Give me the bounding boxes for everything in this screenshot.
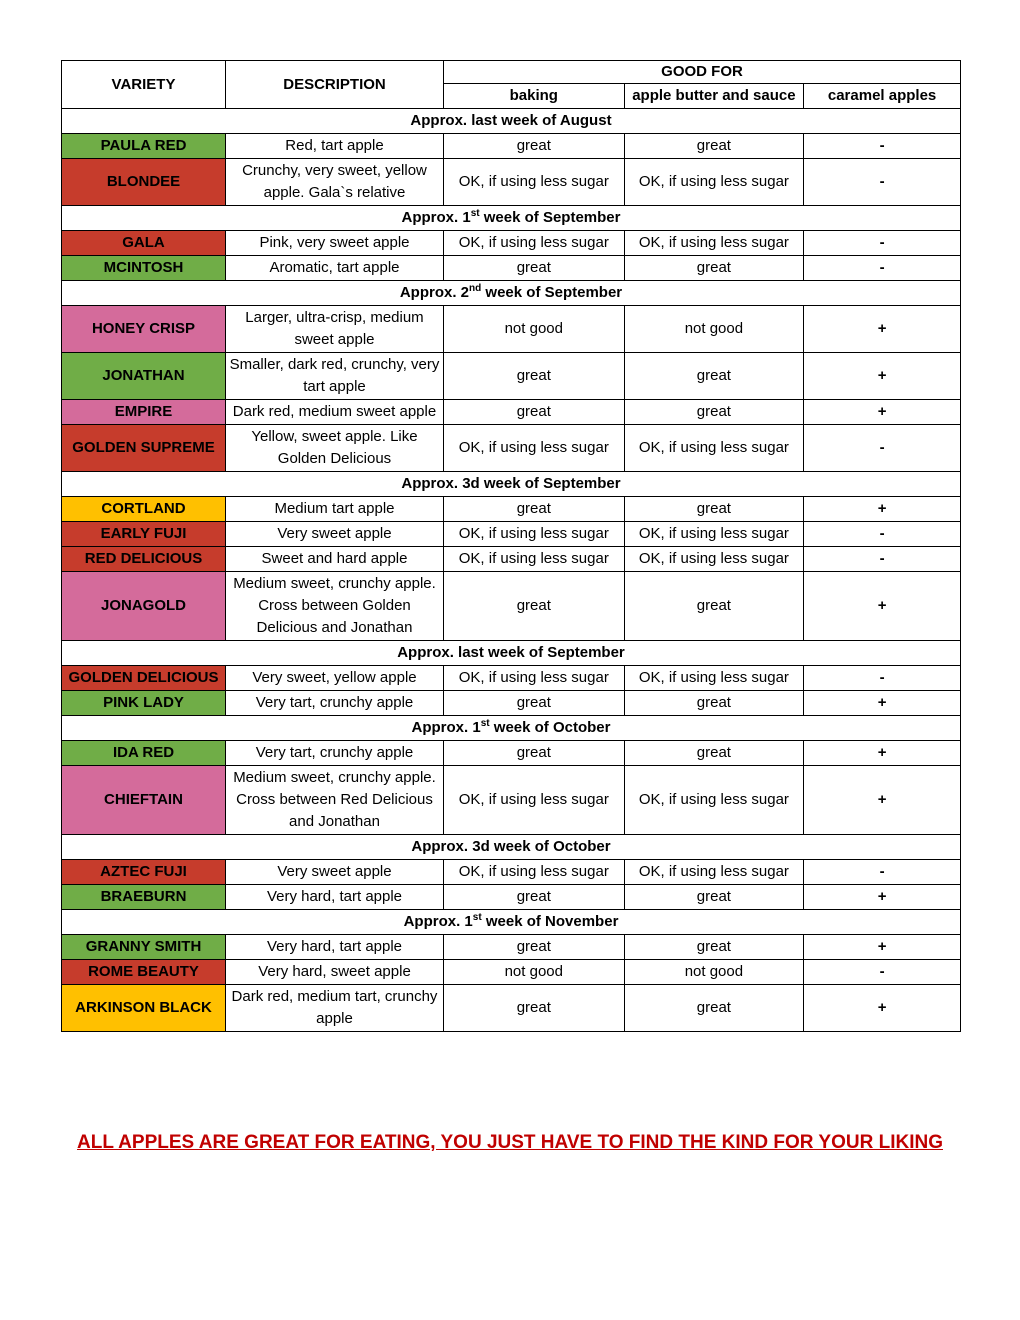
description-cell: Crunchy, very sweet, yellow apple. Gala`s relative	[226, 159, 444, 206]
table-row	[62, 985, 961, 1032]
caramel-cell: +	[804, 497, 961, 522]
baking-cell: not good	[443, 960, 624, 985]
description-header: DESCRIPTION	[226, 61, 444, 109]
variety-cell: ARKINSON BLACK	[62, 985, 226, 1032]
baking-cell: great	[443, 985, 624, 1032]
baking-cell: great	[443, 353, 624, 400]
period-row	[62, 281, 961, 306]
period-text: Approx. 2	[399, 284, 470, 301]
table-row	[62, 766, 961, 835]
caramel-cell: -	[804, 134, 961, 159]
description-cell: Larger, ultra-crisp, medium sweet apple	[226, 306, 444, 353]
caramel-cell: +	[804, 353, 961, 400]
table-row	[62, 960, 961, 985]
caramel-cell: +	[804, 400, 961, 425]
table-row	[62, 522, 961, 547]
table-row	[62, 134, 961, 159]
variety-cell: AZTEC FUJI	[62, 860, 226, 885]
table-header	[62, 61, 961, 109]
description-cell: Yellow, sweet apple. Like Golden Delicious	[226, 425, 444, 472]
apple-butter-header: apple butter and sauce	[624, 84, 804, 109]
description-cell: Aromatic, tart apple	[226, 256, 444, 281]
table-row	[62, 572, 961, 641]
description-cell: Very sweet apple	[226, 522, 444, 547]
period-row	[62, 910, 961, 935]
period-text: week of September	[481, 284, 623, 301]
apple-butter-cell: OK, if using less sugar	[624, 860, 804, 885]
variety-cell: BLONDEE	[62, 159, 226, 206]
variety-cell: EMPIRE	[62, 400, 226, 425]
apple-butter-cell: great	[624, 256, 804, 281]
table-row	[62, 159, 961, 206]
period-label	[62, 281, 961, 306]
period-label	[62, 835, 961, 860]
apple-butter-cell: great	[624, 885, 804, 910]
variety-cell: GRANNY SMITH	[62, 935, 226, 960]
period-text: Approx. 1	[403, 913, 473, 930]
apple-butter-cell: great	[624, 985, 804, 1032]
variety-cell: CORTLAND	[62, 497, 226, 522]
baking-cell: OK, if using less sugar	[443, 159, 624, 206]
baking-cell: great	[443, 741, 624, 766]
caramel-cell: +	[804, 935, 961, 960]
table-row	[62, 860, 961, 885]
caramel-cell: +	[804, 306, 961, 353]
description-cell: Medium tart apple	[226, 497, 444, 522]
variety-header: VARIETY	[62, 61, 226, 109]
baking-cell: OK, if using less sugar	[443, 425, 624, 472]
period-row	[62, 716, 961, 741]
baking-cell: great	[443, 497, 624, 522]
table-row	[62, 497, 961, 522]
period-label	[62, 910, 961, 935]
description-cell: Red, tart apple	[226, 134, 444, 159]
description-cell: Medium sweet, crunchy apple. Cross between Red Delicious and Jonathan	[226, 766, 444, 835]
apple-butter-cell: OK, if using less sugar	[624, 766, 804, 835]
period-row	[62, 206, 961, 231]
period-text: week of September	[479, 209, 621, 226]
period-row	[62, 835, 961, 860]
period-row	[62, 641, 961, 666]
apple-butter-cell: OK, if using less sugar	[624, 231, 804, 256]
description-cell: Very sweet, yellow apple	[226, 666, 444, 691]
period-text: Approx. 3d week of September	[401, 475, 621, 492]
footer-note: ALL APPLES ARE GREAT FOR EATING, YOU JUST HAVE TO FIND THE KIND FOR YOUR LIKING	[77, 1132, 943, 1153]
table-body	[62, 109, 961, 1032]
caramel-cell: -	[804, 522, 961, 547]
table-row	[62, 666, 961, 691]
variety-cell: ROME BEAUTY	[62, 960, 226, 985]
apple-varieties-document	[61, 60, 961, 1032]
caramel-header: caramel apples	[804, 84, 961, 109]
period-text: week of November	[481, 913, 619, 930]
table-row	[62, 547, 961, 572]
apple-butter-cell: not good	[624, 306, 804, 353]
caramel-cell: -	[804, 159, 961, 206]
baking-cell: great	[443, 256, 624, 281]
caramel-cell: -	[804, 666, 961, 691]
table-row	[62, 935, 961, 960]
table-row	[62, 256, 961, 281]
period-ordinal: st	[472, 912, 482, 923]
variety-cell: GALA	[62, 231, 226, 256]
period-label	[62, 716, 961, 741]
apple-butter-cell: great	[624, 935, 804, 960]
baking-cell: great	[443, 935, 624, 960]
caramel-cell: +	[804, 985, 961, 1032]
description-cell: Very tart, crunchy apple	[226, 691, 444, 716]
baking-cell: OK, if using less sugar	[443, 766, 624, 835]
baking-cell: great	[443, 691, 624, 716]
table-row	[62, 425, 961, 472]
variety-cell: MCINTOSH	[62, 256, 226, 281]
variety-cell: PAULA RED	[62, 134, 226, 159]
description-cell: Very tart, crunchy apple	[226, 741, 444, 766]
variety-cell: BRAEBURN	[62, 885, 226, 910]
caramel-cell: +	[804, 766, 961, 835]
baking-header: baking	[443, 84, 624, 109]
apple-butter-cell: great	[624, 691, 804, 716]
table-row	[62, 400, 961, 425]
baking-cell: great	[443, 400, 624, 425]
baking-cell: OK, if using less sugar	[443, 547, 624, 572]
apple-butter-cell: great	[624, 741, 804, 766]
apple-butter-cell: OK, if using less sugar	[624, 522, 804, 547]
apple-butter-cell: great	[624, 572, 804, 641]
apple-butter-cell: OK, if using less sugar	[624, 547, 804, 572]
baking-cell: great	[443, 572, 624, 641]
table-row	[62, 691, 961, 716]
variety-cell: EARLY FUJI	[62, 522, 226, 547]
baking-cell: great	[443, 885, 624, 910]
caramel-cell: -	[804, 425, 961, 472]
caramel-cell: +	[804, 741, 961, 766]
baking-cell: OK, if using less sugar	[443, 522, 624, 547]
table-row	[62, 231, 961, 256]
description-cell: Very hard, tart apple	[226, 885, 444, 910]
variety-cell: IDA RED	[62, 741, 226, 766]
caramel-cell: +	[804, 572, 961, 641]
variety-cell: PINK LADY	[62, 691, 226, 716]
period-label	[62, 109, 961, 134]
description-cell: Sweet and hard apple	[226, 547, 444, 572]
variety-cell: JONATHAN	[62, 353, 226, 400]
period-text: Approx. 1	[411, 719, 481, 736]
baking-cell: not good	[443, 306, 624, 353]
apple-butter-cell: OK, if using less sugar	[624, 425, 804, 472]
period-ordinal: st	[480, 718, 490, 729]
baking-cell: OK, if using less sugar	[443, 860, 624, 885]
variety-cell: HONEY CRISP	[62, 306, 226, 353]
apple-butter-cell: OK, if using less sugar	[624, 159, 804, 206]
caramel-cell: -	[804, 256, 961, 281]
variety-cell: CHIEFTAIN	[62, 766, 226, 835]
description-cell: Very sweet apple	[226, 860, 444, 885]
description-cell: Dark red, medium sweet apple	[226, 400, 444, 425]
description-cell: Very hard, tart apple	[226, 935, 444, 960]
caramel-cell: -	[804, 231, 961, 256]
caramel-cell: -	[804, 960, 961, 985]
variety-cell: GOLDEN SUPREME	[62, 425, 226, 472]
variety-cell: RED DELICIOUS	[62, 547, 226, 572]
apple-varieties-table	[61, 60, 961, 1032]
description-cell: Dark red, medium tart, crunchy apple	[226, 985, 444, 1032]
period-text: Approx. 1	[401, 209, 471, 226]
good-for-header: GOOD FOR	[443, 61, 960, 84]
period-label	[62, 206, 961, 231]
period-row	[62, 472, 961, 497]
caramel-cell: -	[804, 547, 961, 572]
table-row	[62, 306, 961, 353]
table-row	[62, 353, 961, 400]
variety-cell: GOLDEN DELICIOUS	[62, 666, 226, 691]
period-row	[62, 109, 961, 134]
description-cell: Medium sweet, crunchy apple. Cross between Golden Delicious and Jonathan	[226, 572, 444, 641]
period-text: Approx. last week of September	[397, 644, 625, 661]
baking-cell: OK, if using less sugar	[443, 231, 624, 256]
caramel-cell: -	[804, 860, 961, 885]
period-text: week of October	[489, 719, 611, 736]
description-cell: Smaller, dark red, crunchy, very tart apple	[226, 353, 444, 400]
apple-butter-cell: OK, if using less sugar	[624, 666, 804, 691]
variety-cell: JONAGOLD	[62, 572, 226, 641]
period-ordinal: nd	[469, 283, 482, 294]
baking-cell: OK, if using less sugar	[443, 666, 624, 691]
baking-cell: great	[443, 134, 624, 159]
caramel-cell: +	[804, 885, 961, 910]
period-text: Approx. last week of August	[410, 112, 612, 129]
description-cell: Very hard, sweet apple	[226, 960, 444, 985]
apple-butter-cell: great	[624, 400, 804, 425]
period-label	[62, 472, 961, 497]
description-cell: Pink, very sweet apple	[226, 231, 444, 256]
table-row	[62, 741, 961, 766]
apple-butter-cell: great	[624, 353, 804, 400]
apple-butter-cell: great	[624, 134, 804, 159]
table-row	[62, 885, 961, 910]
period-text: Approx. 3d week of October	[411, 838, 611, 855]
apple-butter-cell: not good	[624, 960, 804, 985]
caramel-cell: +	[804, 691, 961, 716]
period-ordinal: st	[470, 208, 480, 219]
apple-butter-cell: great	[624, 497, 804, 522]
period-label	[62, 641, 961, 666]
